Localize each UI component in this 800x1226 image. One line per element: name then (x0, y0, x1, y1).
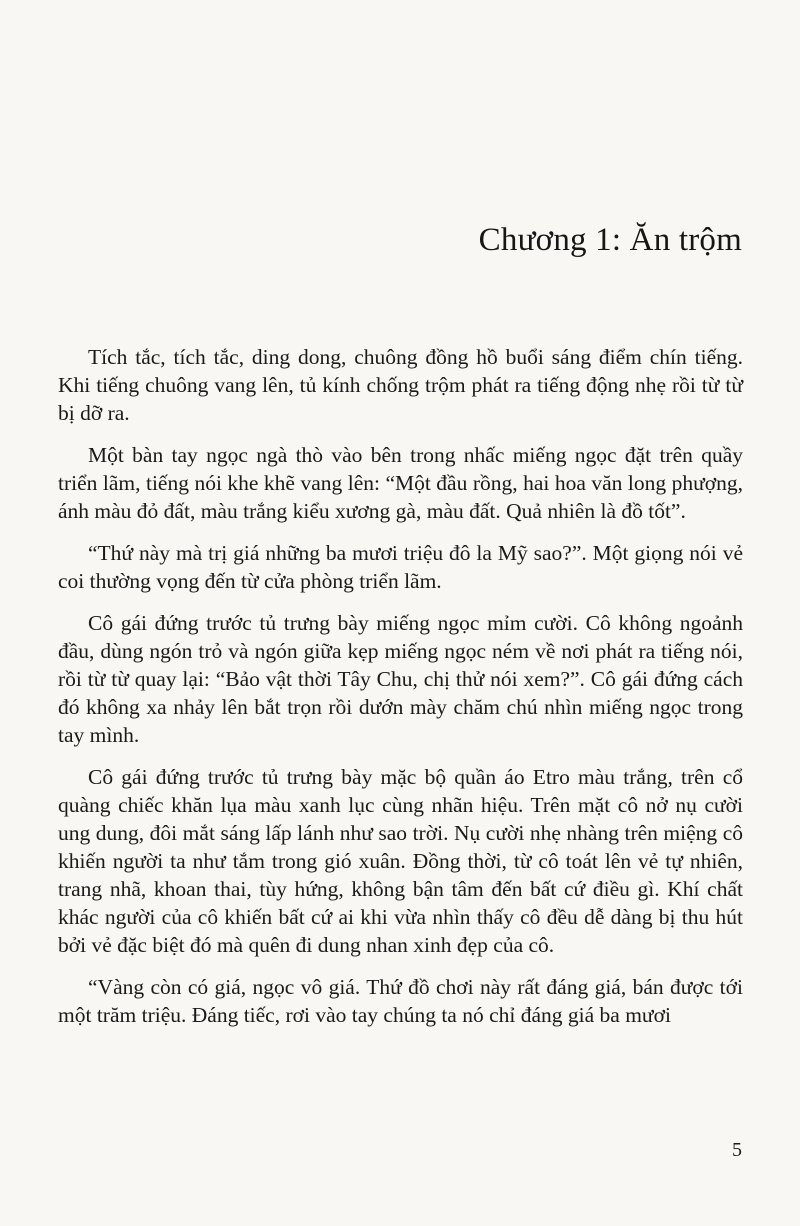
paragraph: “Thứ này mà trị giá những ba mươi triệu đô la Mỹ sao?”. Một giọng nói vẻ coi thường vọng đến từ cửa phòng triển lãm. (58, 541, 743, 593)
chapter-body (58, 343, 743, 1043)
chapter-title: Chương 1: Ăn trộm (478, 222, 742, 258)
page-number: 5 (732, 1139, 742, 1161)
paragraph: Cô gái đứng trước tủ trưng bày mặc bộ quần áo Etro màu trắng, trên cổ quàng chiếc khăn lụa màu xanh lục cùng nhãn hiệu. Trên mặt cô nở nụ cười ung dung, đôi mắt sáng lấp lánh như sao trời. Nụ cười nhẹ nhàng trên miệng cô khiến người ta như tắm trong gió xuân. Đồng thời, từ cô toát lên vẻ tự nhiên, trang nhã, khoan thai, tùy hứng, không bận tâm đến bất cứ điều gì. Khí chất khác người của cô khiến bất cứ ai khi vừa nhìn thấy cô đều dễ dàng bị thu hút bởi vẻ đặc biệt đó mà quên đi dung nhan xinh đẹp của cô. (58, 765, 743, 957)
paragraph: Tích tắc, tích tắc, ding dong, chuông đồng hồ buổi sáng điểm chín tiếng. Khi tiếng chuông vang lên, tủ kính chống trộm phát ra tiếng động nhẹ rồi từ từ bị dỡ ra. (58, 345, 743, 425)
paragraph: “Vàng còn có giá, ngọc vô giá. Thứ đồ chơi này rất đáng giá, bán được tới một trăm triệu. Đáng tiếc, rơi vào tay chúng ta nó chỉ đáng giá ba mươi (58, 975, 743, 1027)
paragraph: Một bàn tay ngọc ngà thò vào bên trong nhấc miếng ngọc đặt trên quầy triển lãm, tiếng nói khe khẽ vang lên: “Một đầu rồng, hai hoa văn long phượng, ánh màu đỏ đất, màu trắng kiểu xương gà, màu đất. Quả nhiên là đồ tốt”. (58, 443, 743, 523)
paragraph: Cô gái đứng trước tủ trưng bày miếng ngọc mỉm cười. Cô không ngoảnh đầu, dùng ngón trỏ và ngón giữa kẹp miếng ngọc ném về nơi phát ra tiếng nói, rồi từ từ quay lại: “Bảo vật thời Tây Chu, chị thử nói xem?”. Cô gái đứng cách đó không xa nhảy lên bắt trọn rồi dướn mày chăm chú nhìn miếng ngọc trong tay mình. (58, 611, 743, 747)
